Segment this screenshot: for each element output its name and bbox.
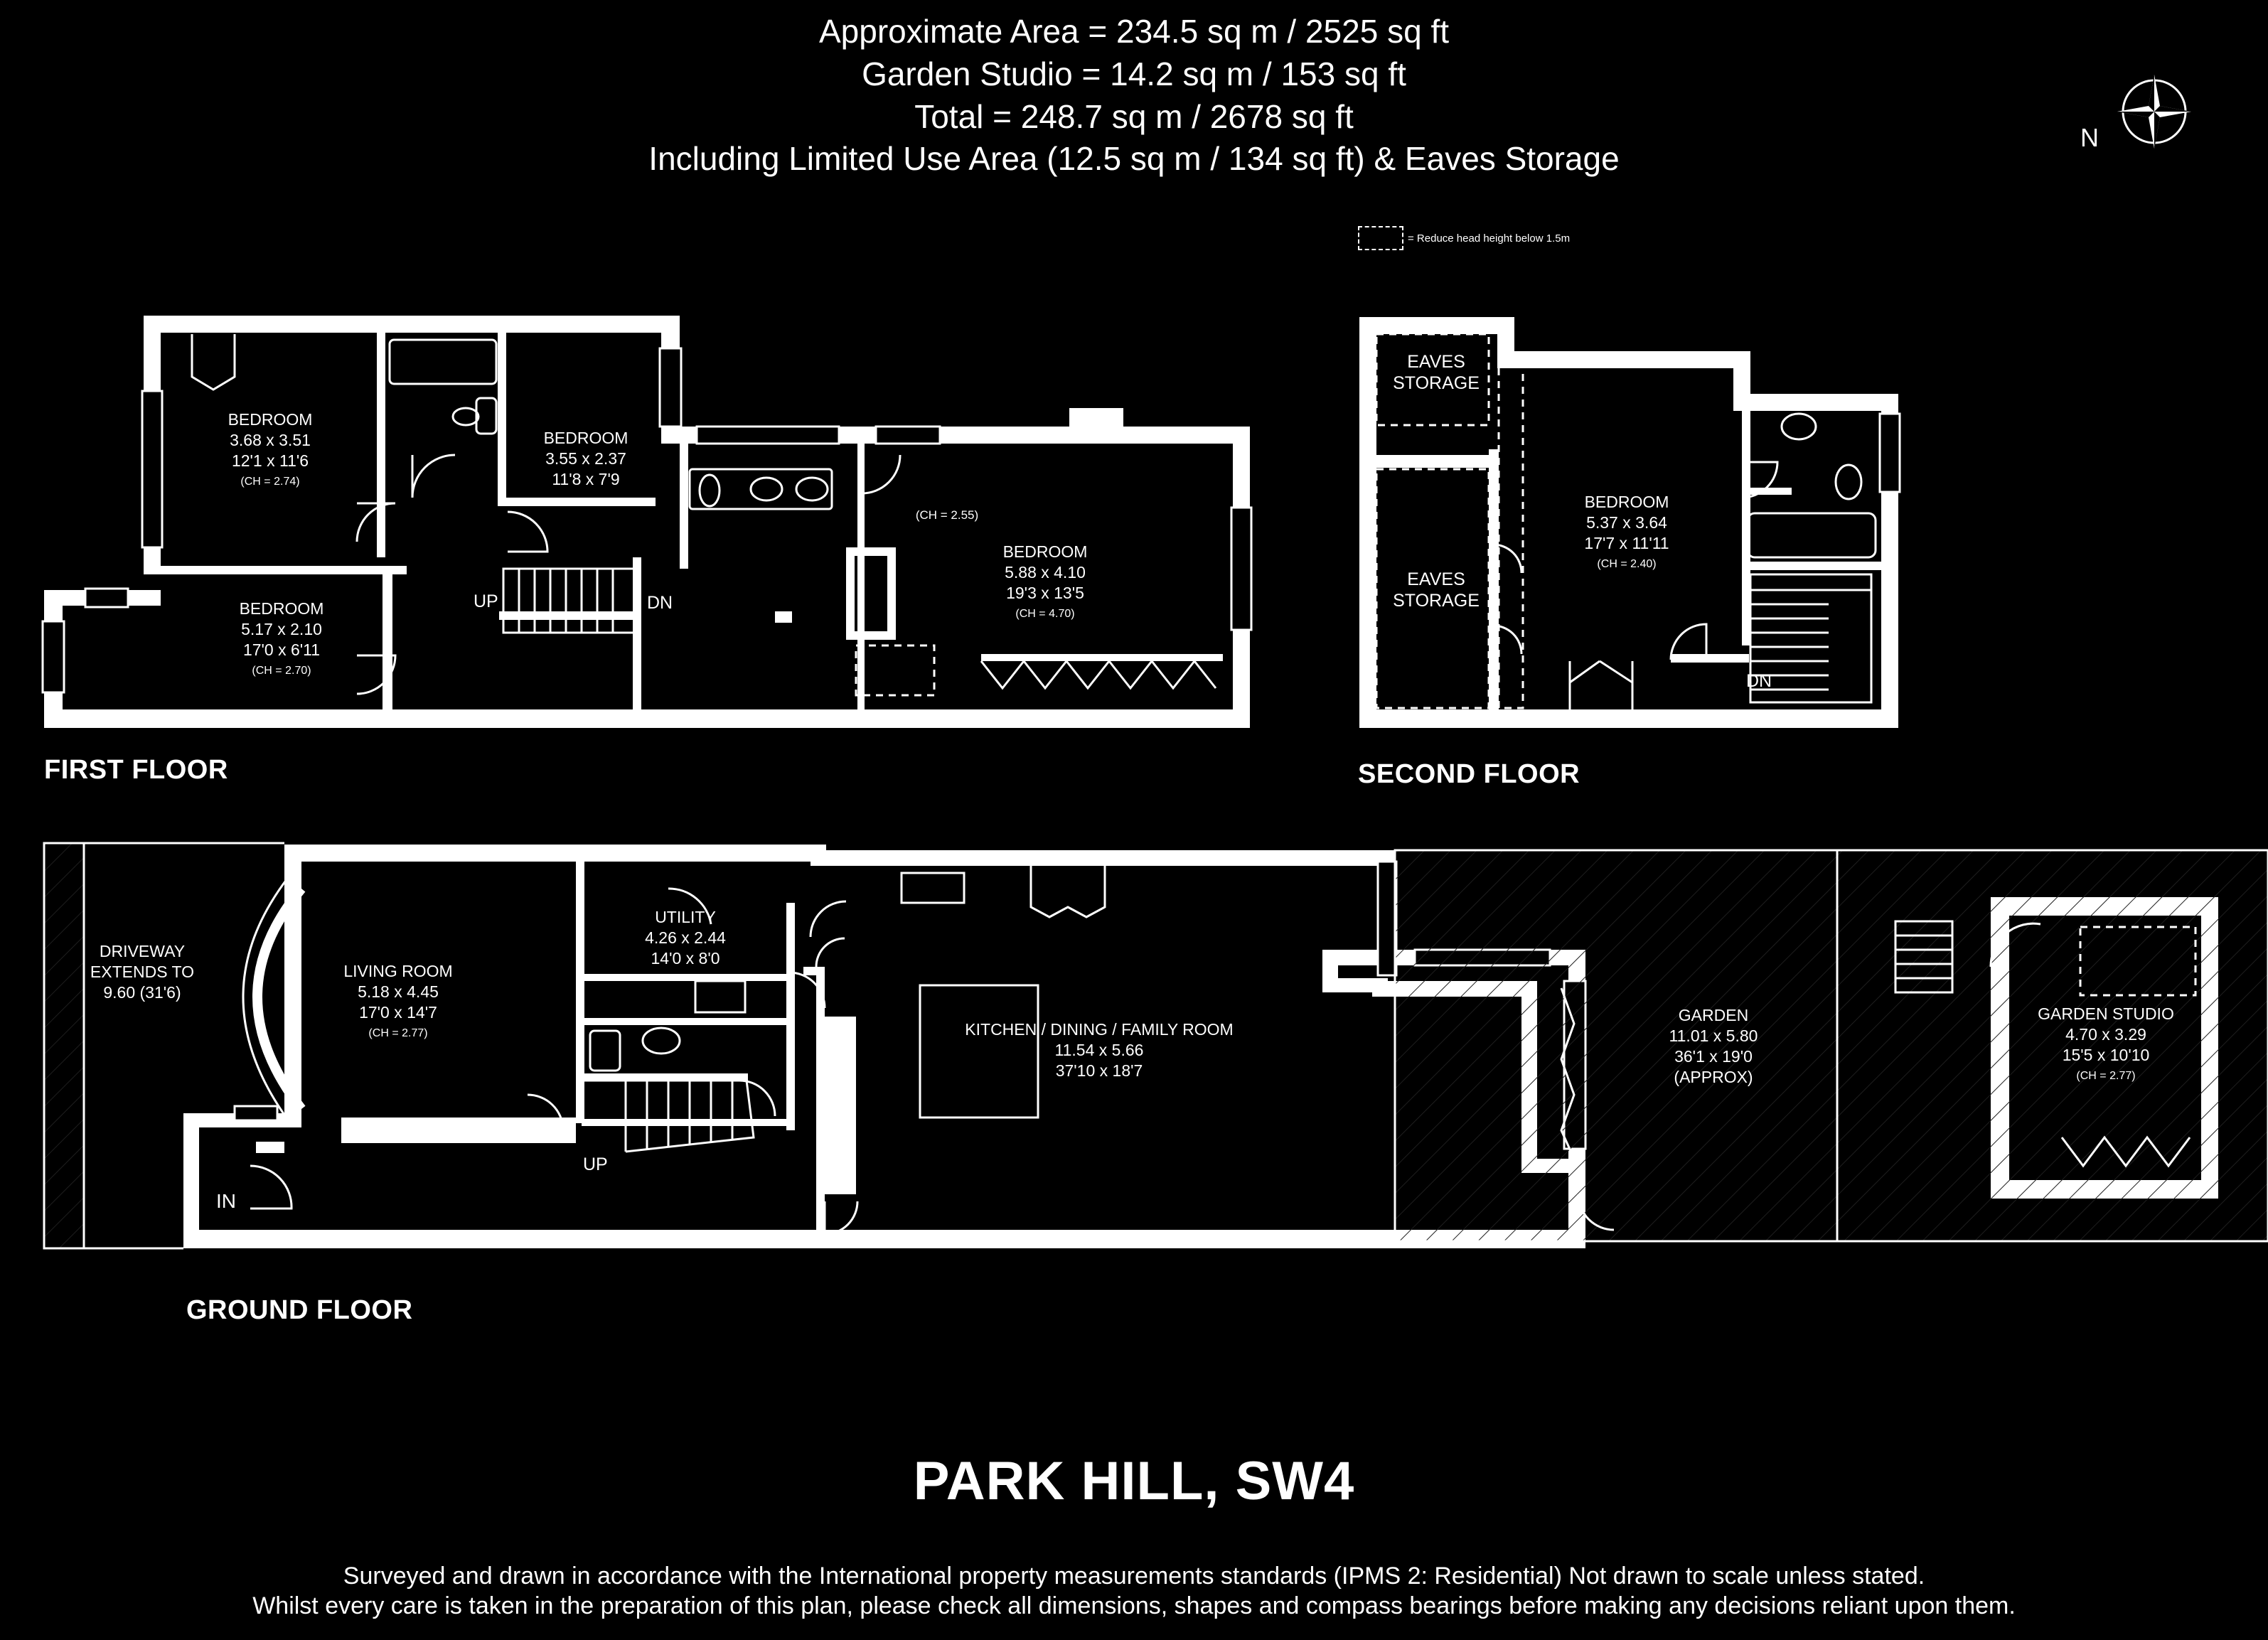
room-ceiling-height: (CH = 4.70) — [1015, 608, 1075, 620]
room-imperial: 17'0 x 6'11 — [242, 641, 321, 659]
room-metric: 11.01 x 5.80 — [1669, 1027, 1758, 1045]
legend-text: = Reduce head height below 1.5m — [1408, 232, 1571, 245]
disclaimer-line-1: Surveyed and drawn in accordance with the International property measurements standards (IPMS 2: Residential) Not drawn to scale unless stated. — [343, 1563, 1925, 1590]
property-title: PARK HILL, SW4 — [913, 1451, 1355, 1511]
disclaimer-line-2: Whilst every care is taken in the preparation of this plan, please check all dimensions, shapes and compass bearings before making any decisions reliant upon them. — [252, 1592, 2016, 1619]
room-living-room — [343, 961, 452, 1044]
room-name: BEDROOM — [543, 429, 628, 447]
first-floor-up-label: UP — [474, 591, 498, 611]
room-imperial: 37'10 x 18'7 — [1055, 1061, 1143, 1080]
ground-floor-label: GROUND FLOOR — [186, 1295, 413, 1325]
room-first-bedroom-2 — [544, 428, 628, 490]
room-utility — [645, 907, 726, 969]
compass-north-label: N — [2080, 123, 2099, 152]
ensuite-ceiling-height: (CH = 2.55) — [915, 508, 979, 522]
ground-floor-stair — [584, 1081, 754, 1152]
room-name: GARDEN — [1678, 1006, 1749, 1024]
room-ceiling-height: (CH = 2.77) — [2076, 1070, 2136, 1082]
room-name: UTILITY — [655, 908, 716, 926]
room-imperial: 17'0 x 14'7 — [359, 1003, 437, 1022]
room-metric: 5.37 x 3.64 — [1586, 513, 1667, 532]
room-name: BEDROOM — [1584, 493, 1669, 511]
first-floor-label: FIRST FLOOR — [44, 755, 228, 785]
area-line-4: Including Limited Use Area (12.5 sq m / 134 sq ft) & Eaves Storage — [648, 140, 1620, 177]
second-floor-label: SECOND FLOOR — [1358, 759, 1580, 789]
room-second-bedroom — [1584, 492, 1669, 574]
room-metric: 5.17 x 2.10 — [241, 620, 322, 638]
room-imperial: 11'8 x 7'9 — [552, 470, 620, 488]
ground-floor-up-label: UP — [583, 1154, 608, 1174]
room-imperial: 15'5 x 10'10 — [2062, 1046, 2150, 1064]
room-name: BEDROOM — [228, 410, 313, 429]
room-imperial: 19'3 x 13'5 — [1006, 584, 1084, 602]
room-metric: 5.88 x 4.10 — [1005, 563, 1086, 581]
room-first-bedroom-4 — [1003, 542, 1088, 624]
room-metric: 4.26 x 2.44 — [645, 928, 726, 947]
room-imperial: 17'7 x 11'11 — [1584, 534, 1669, 552]
driveway-label: DRIVEWAY EXTENDS TO 9.60 (31'6) — [90, 942, 195, 1002]
room-first-bedroom-3 — [240, 599, 324, 681]
room-name: BEDROOM — [1002, 542, 1088, 561]
second-floor-down-label: DN — [1746, 671, 1772, 691]
room-metric: 3.68 x 3.51 — [230, 431, 311, 449]
room-ceiling-height: (CH = 2.40) — [1597, 558, 1657, 570]
room-first-bedroom-1 — [228, 409, 313, 492]
room-kitchen-dining-family — [965, 1019, 1233, 1081]
room-metric: 3.55 x 2.37 — [545, 449, 626, 468]
room-metric: 4.70 x 3.29 — [2065, 1025, 2146, 1044]
eaves-storage-2: EAVES STORAGE — [1393, 569, 1480, 611]
room-ceiling-height: (CH = 2.77) — [368, 1027, 428, 1039]
area-line-1: Approximate Area = 234.5 sq m / 2525 sq ft — [818, 13, 1450, 50]
first-floor-stair — [503, 569, 634, 633]
room-imperial: 14'0 x 8'0 — [651, 949, 720, 968]
room-name: KITCHEN / DINING / FAMILY ROOM — [965, 1020, 1234, 1039]
area-line-3: Total = 248.7 sq m / 2678 sq ft — [914, 98, 1354, 135]
room-ceiling-height: (CH = 2.70) — [252, 665, 311, 677]
first-floor-walls — [44, 316, 1250, 728]
first-floor-down-label: DN — [647, 593, 673, 613]
area-line-2: Garden Studio = 14.2 sq m / 153 sq ft — [862, 55, 1406, 92]
room-name: LIVING ROOM — [343, 962, 453, 980]
eaves-storage-1: EAVES STORAGE — [1393, 352, 1480, 393]
room-imperial: 36'1 x 19'0 — [1674, 1047, 1753, 1066]
entrance-in-label: IN — [216, 1190, 236, 1212]
room-note: (APPROX) — [1674, 1068, 1753, 1086]
room-name: GARDEN STUDIO — [2038, 1004, 2174, 1023]
room-garden — [1669, 1005, 1758, 1088]
room-metric: 5.18 x 4.45 — [358, 982, 439, 1001]
room-name: BEDROOM — [239, 599, 324, 618]
room-imperial: 12'1 x 11'6 — [231, 451, 309, 470]
room-metric: 11.54 x 5.66 — [1054, 1041, 1144, 1059]
room-ceiling-height: (CH = 2.74) — [240, 476, 300, 488]
room-garden-studio — [2038, 1004, 2174, 1086]
